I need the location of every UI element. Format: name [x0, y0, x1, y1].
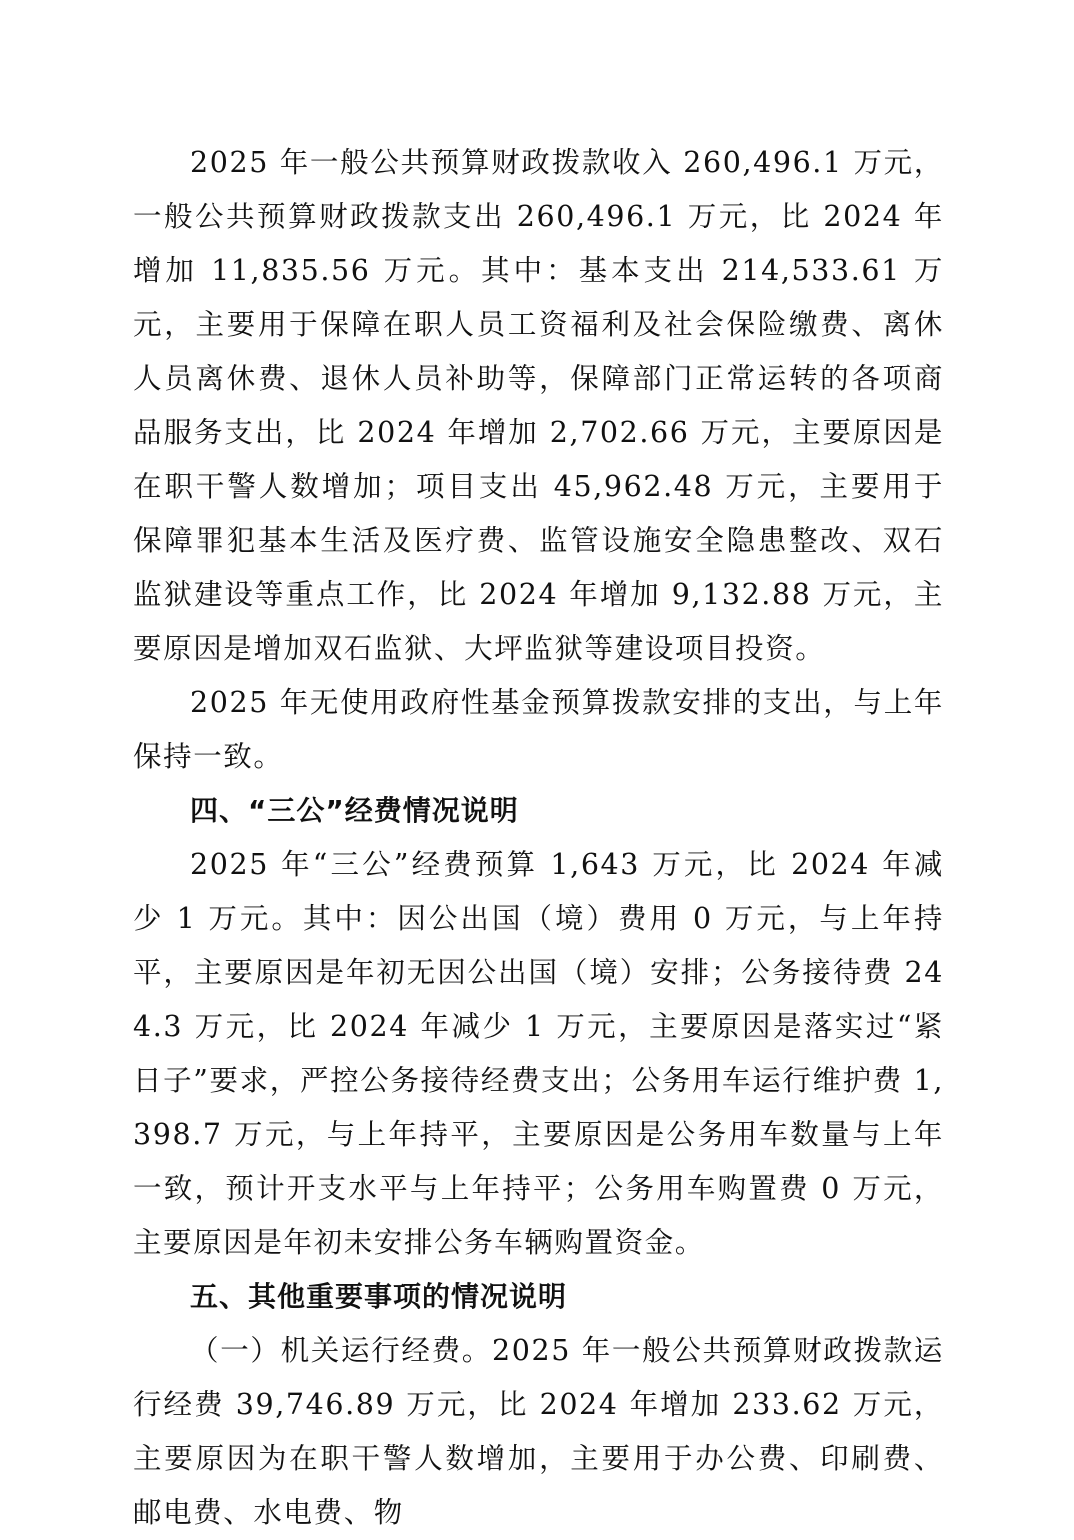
document-body — [133, 136, 944, 1540]
section-heading-three-public: 四、“三公”经费情况说明 — [190, 794, 519, 827]
paragraph-government-fund: 2025 年无使用政府性基金预算拨款安排的支出，与上年保持一致。 — [133, 686, 944, 773]
paragraph-operating-expenses: （一）机关运行经费。2025 年一般公共预算财政拨款运行经费 39,746.89 万元，比 2024 年增加 233.62 万元，主要原因为在职干警人数增加，主要用于办公费、印刷费、邮电费、水电费、物 — [133, 1334, 944, 1529]
paragraph-general-budget: 2025 年一般公共预算财政拨款收入 260,496.1 万元，一般公共预算财政拨款支出 260,496.1 万元，比 2024 年增加 11,835.56 万元。其中：基本支出 214,533.61 万元，主要用于保障在职人员工资福利及社会保险缴费、离休人员离休费、退休人员补助等，保障部门正常运转的各项商品服务支出，比 2024 年增加 2,702.66 万元，主要原因是在职干警人数增加；项目支出 45,962.48 万元，主要用于保障罪犯基本生活及医疗费、监管设施安全隐患整改、双石监狱建设等重点工作，比 2024 年增加 9,132.88 万元，主要原因是增加双石监狱、大坪监狱等建设项目投资。 — [133, 146, 944, 665]
paragraph-three-public-expenses: 2025 年“三公”经费预算 1,643 万元，比 2024 年减少 1 万元。其中：因公出国（境）费用 0 万元，与上年持平，主要原因是年初无因公出国（境）安排；公务接待费 244.3 万元，比 2024 年减少 1 万元，主要原因是落实过“紧日子”要求，严控公务接待经费支出；公务用车运行维护费 1,398.7 万元，与上年持平，主要原因是公务用车数量与上年一致，预计开支水平与上年持平；公务用车购置费 0 万元，主要原因是年初未安排公务车辆购置资金。 — [133, 848, 944, 1259]
section-heading-other-matters: 五、其他重要事项的情况说明 — [190, 1280, 568, 1313]
